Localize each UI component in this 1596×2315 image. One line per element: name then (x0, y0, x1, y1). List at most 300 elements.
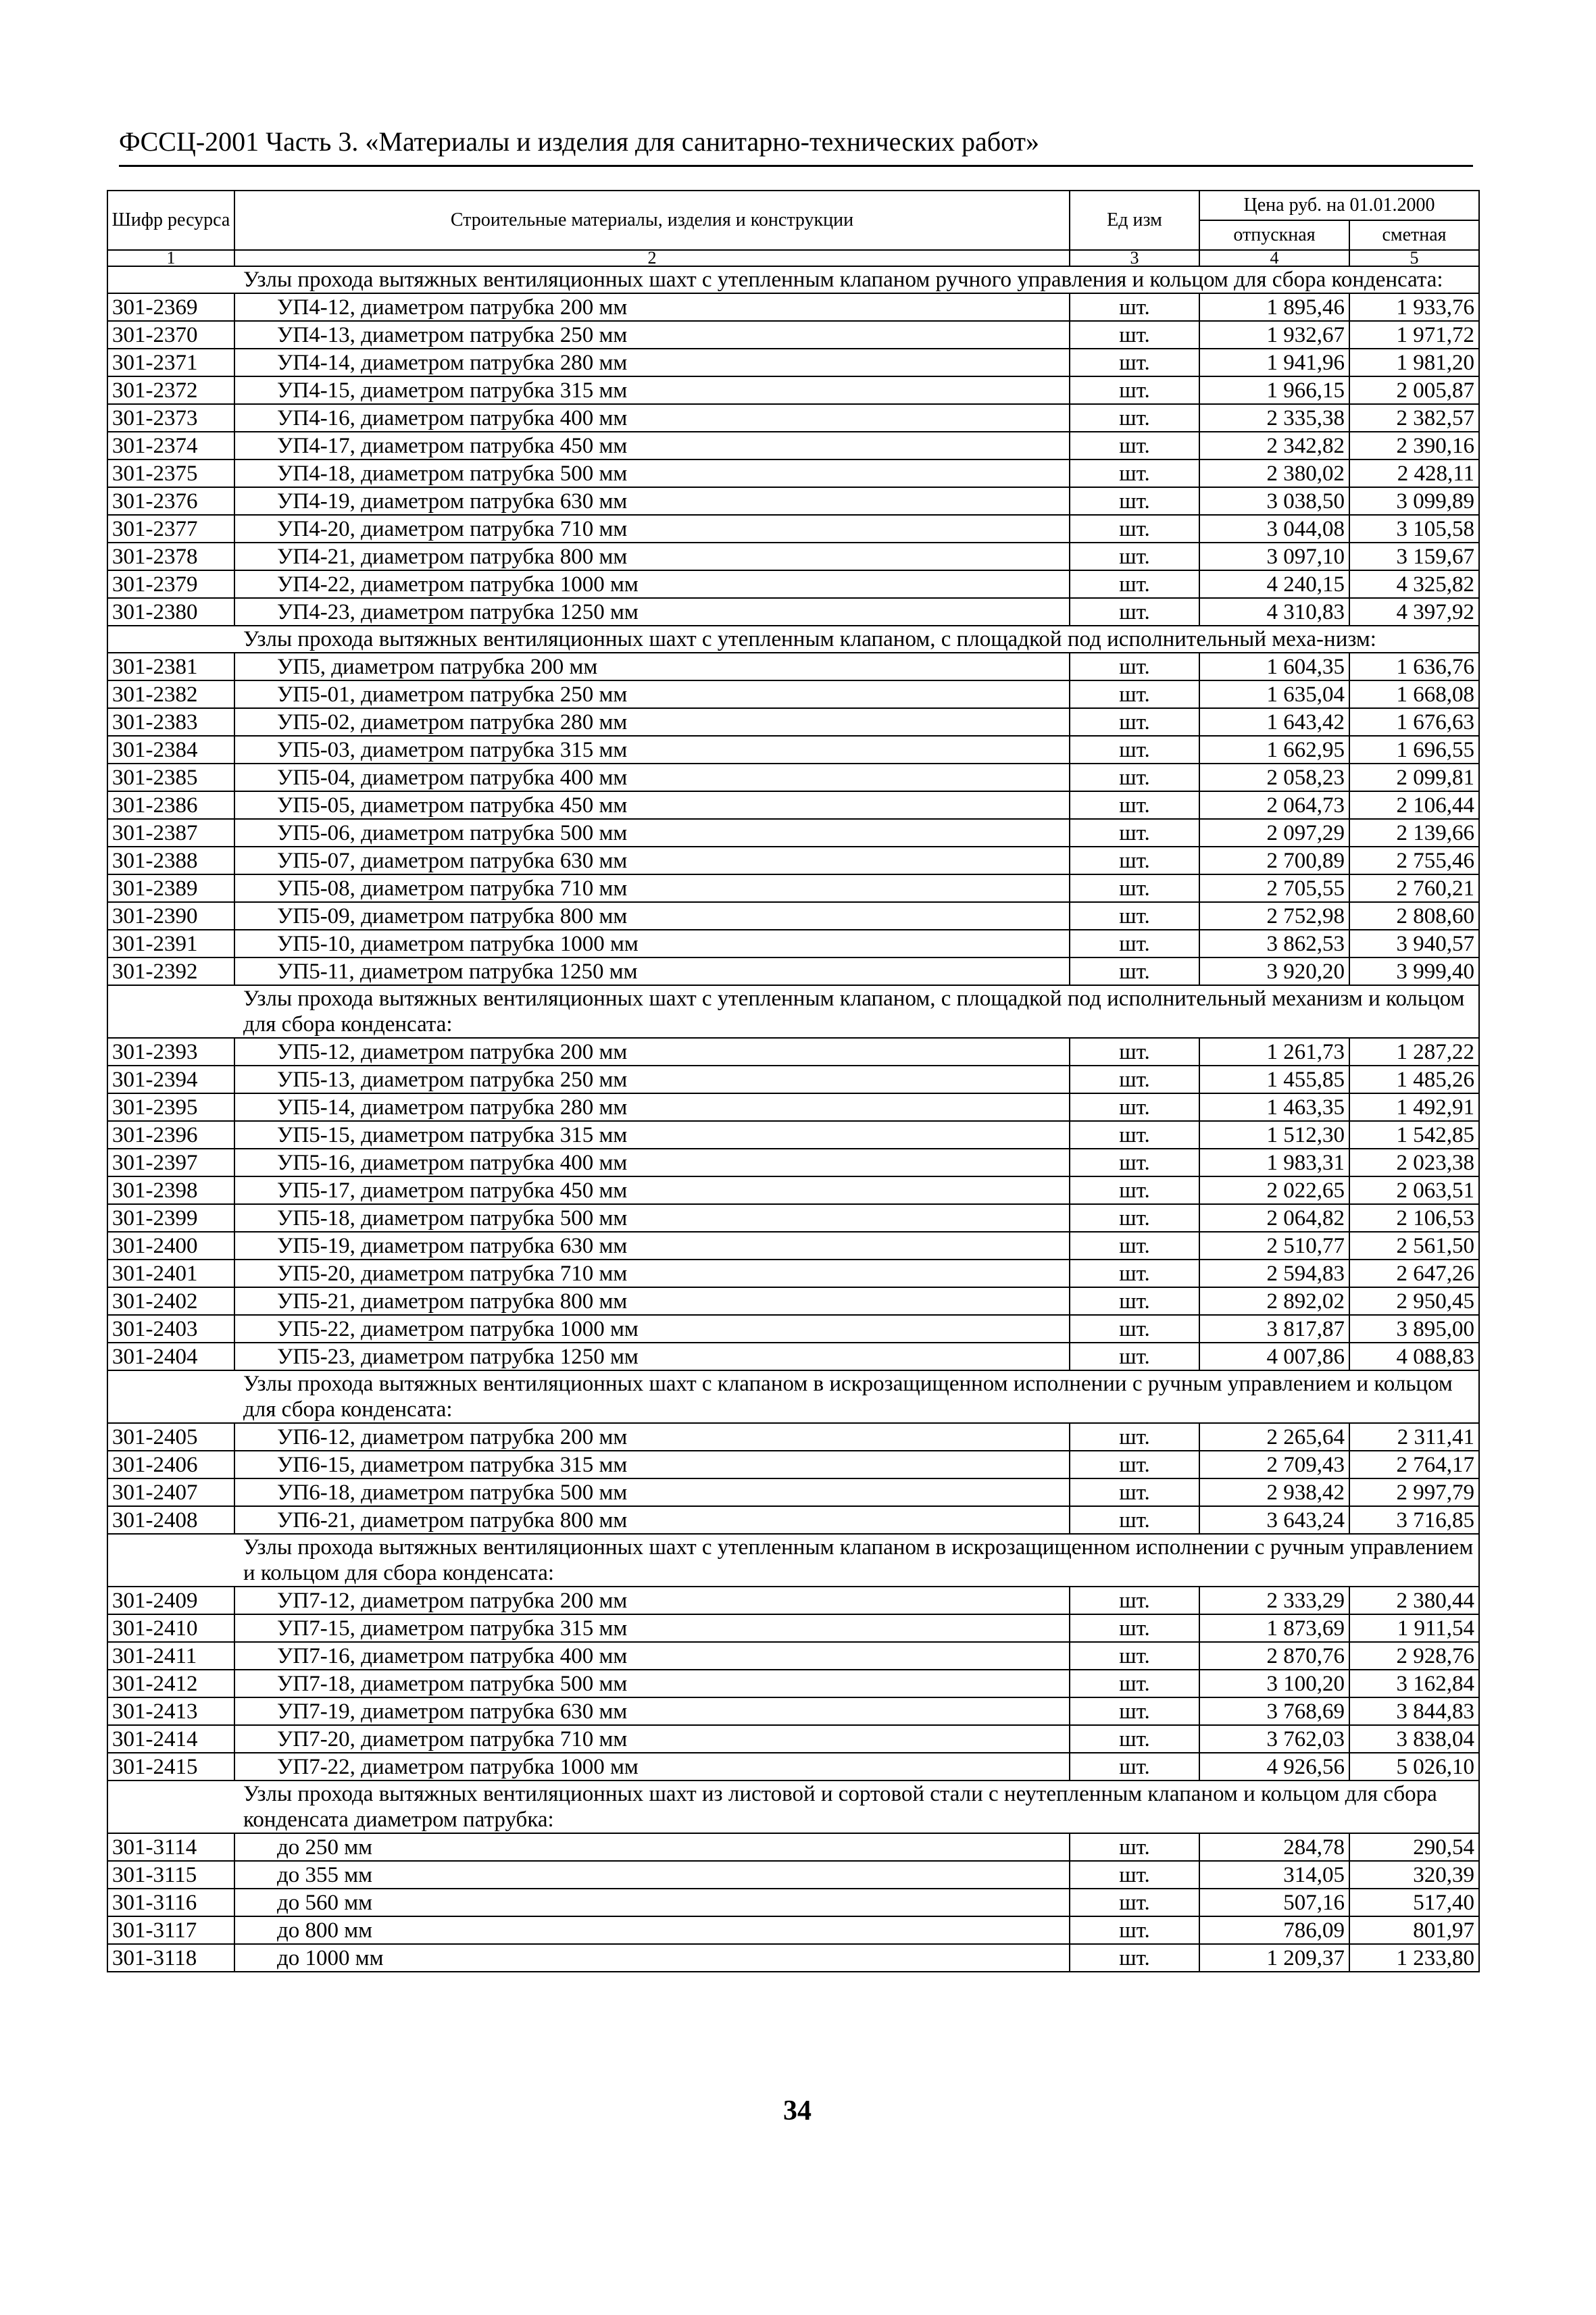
estimate-price: 2 950,45 (1349, 1287, 1479, 1315)
unit: шт. (1070, 708, 1199, 736)
material-name: УП4-16, диаметром патрубка 400 мм (234, 404, 1070, 432)
resource-code: 301-2374 (107, 432, 234, 459)
unit: шт. (1070, 957, 1199, 985)
unit: шт. (1070, 819, 1199, 847)
table-row (107, 653, 1479, 680)
release-price: 2 510,77 (1199, 1232, 1349, 1260)
material-name: УП4-22, диаметром патрубка 1000 мм (234, 570, 1070, 598)
release-price: 2 938,42 (1199, 1478, 1349, 1506)
resource-code: 301-2370 (107, 321, 234, 349)
release-price: 3 038,50 (1199, 487, 1349, 515)
material-name: УП5-08, диаметром патрубка 710 мм (234, 874, 1070, 902)
material-name: УП7-16, диаметром патрубка 400 мм (234, 1642, 1070, 1670)
table-row (107, 680, 1479, 708)
release-price: 1 209,37 (1199, 1944, 1349, 1972)
col-number-4: 4 (1199, 250, 1349, 266)
unit: шт. (1070, 1642, 1199, 1670)
release-price: 1 463,35 (1199, 1093, 1349, 1121)
group-title: Узлы прохода вытяжных вентиляционных шахт с утепленным клапаном ручного управления и кольцом для сбора конденсата: (107, 266, 1479, 293)
resource-code: 301-2410 (107, 1614, 234, 1642)
release-price: 3 768,69 (1199, 1697, 1349, 1725)
estimate-price: 2 311,41 (1349, 1423, 1479, 1451)
estimate-price: 1 492,91 (1349, 1093, 1479, 1121)
table-row (107, 847, 1479, 874)
estimate-price: 1 233,80 (1349, 1944, 1479, 1972)
unit: шт. (1070, 1121, 1199, 1149)
table-row (107, 1066, 1479, 1093)
material-name: УП7-22, диаметром патрубка 1000 мм (234, 1753, 1070, 1781)
release-price: 4 310,83 (1199, 598, 1349, 626)
resource-code: 301-2384 (107, 736, 234, 764)
unit: шт. (1070, 1506, 1199, 1534)
estimate-price: 2 561,50 (1349, 1232, 1479, 1260)
material-name: УП4-21, диаметром патрубка 800 мм (234, 543, 1070, 570)
material-name: УП6-21, диаметром патрубка 800 мм (234, 1506, 1070, 1534)
table-row (107, 764, 1479, 791)
table-row (107, 791, 1479, 819)
release-price: 2 058,23 (1199, 764, 1349, 791)
unit: шт. (1070, 1287, 1199, 1315)
table-body (107, 266, 1479, 1972)
estimate-price: 1 696,55 (1349, 736, 1479, 764)
estimate-price: 2 390,16 (1349, 432, 1479, 459)
release-price: 786,09 (1199, 1916, 1349, 1944)
resource-code: 301-2403 (107, 1315, 234, 1343)
unit: шт. (1070, 459, 1199, 487)
col-code-header: Шифр ресурса (107, 191, 234, 250)
material-name: УП5-10, диаметром патрубка 1000 мм (234, 930, 1070, 957)
unit: шт. (1070, 653, 1199, 680)
material-name: УП4-18, диаметром патрубка 500 мм (234, 459, 1070, 487)
resource-code: 301-2388 (107, 847, 234, 874)
unit: шт. (1070, 1725, 1199, 1753)
resource-code: 301-2408 (107, 1506, 234, 1534)
material-name: УП7-12, диаметром патрубка 200 мм (234, 1587, 1070, 1614)
table-row (107, 1861, 1479, 1889)
group-title: Узлы прохода вытяжных вентиляционных шахт с утепленным клапаном в искрозащищенном исполнении с ручным управлением и кольцом для сбора конденсата: (107, 1534, 1479, 1587)
price-table (107, 190, 1480, 1972)
release-price: 1 941,96 (1199, 349, 1349, 376)
unit: шт. (1070, 1861, 1199, 1889)
table-row (107, 1833, 1479, 1861)
unit: шт. (1070, 321, 1199, 349)
page-number: 34 (783, 2095, 812, 2126)
unit: шт. (1070, 1889, 1199, 1916)
material-name: УП5-16, диаметром патрубка 400 мм (234, 1149, 1070, 1176)
release-price: 1 261,73 (1199, 1038, 1349, 1066)
estimate-price: 2 647,26 (1349, 1260, 1479, 1287)
unit: шт. (1070, 1753, 1199, 1781)
release-price: 507,16 (1199, 1889, 1349, 1916)
release-price: 3 862,53 (1199, 930, 1349, 957)
material-name: УП7-20, диаметром патрубка 710 мм (234, 1725, 1070, 1753)
material-name: УП5-13, диаметром патрубка 250 мм (234, 1066, 1070, 1093)
estimate-price: 2 106,44 (1349, 791, 1479, 819)
estimate-price: 1 933,76 (1349, 293, 1479, 321)
material-name: до 800 мм (234, 1916, 1070, 1944)
group-title: Узлы прохода вытяжных вентиляционных шахт с утепленным клапаном, с площадкой под исполнительный механизм и кольцом для сбора конденсата: (107, 985, 1479, 1038)
estimate-price: 3 895,00 (1349, 1315, 1479, 1343)
col-number-5: 5 (1349, 250, 1479, 266)
estimate-price: 1 287,22 (1349, 1038, 1479, 1066)
material-name: УП4-12, диаметром патрубка 200 мм (234, 293, 1070, 321)
release-price: 4 240,15 (1199, 570, 1349, 598)
release-price: 284,78 (1199, 1833, 1349, 1861)
table-row (107, 1038, 1479, 1066)
unit: шт. (1070, 847, 1199, 874)
table-row (107, 1287, 1479, 1315)
group-heading-row (107, 626, 1479, 653)
table-row (107, 874, 1479, 902)
estimate-price: 2 099,81 (1349, 764, 1479, 791)
table-row (107, 487, 1479, 515)
release-price: 2 097,29 (1199, 819, 1349, 847)
col-estimate-header: сметная (1349, 220, 1479, 250)
table-row (107, 1916, 1479, 1944)
resource-code: 301-2389 (107, 874, 234, 902)
material-name: УП5-04, диаметром патрубка 400 мм (234, 764, 1070, 791)
material-name: УП5-17, диаметром патрубка 450 мм (234, 1176, 1070, 1204)
release-price: 1 635,04 (1199, 680, 1349, 708)
material-name: УП5-20, диаметром патрубка 710 мм (234, 1260, 1070, 1287)
resource-code: 301-2407 (107, 1478, 234, 1506)
estimate-price: 3 844,83 (1349, 1697, 1479, 1725)
table-row (107, 1315, 1479, 1343)
estimate-price: 2 063,51 (1349, 1176, 1479, 1204)
release-price: 4 926,56 (1199, 1753, 1349, 1781)
resource-code: 301-2394 (107, 1066, 234, 1093)
estimate-price: 1 668,08 (1349, 680, 1479, 708)
unit: шт. (1070, 874, 1199, 902)
table-row (107, 1232, 1479, 1260)
material-name: УП5, диаметром патрубка 200 мм (234, 653, 1070, 680)
table-row (107, 1121, 1479, 1149)
resource-code: 301-2405 (107, 1423, 234, 1451)
table-row (107, 1149, 1479, 1176)
resource-code: 301-2377 (107, 515, 234, 543)
estimate-price: 3 159,67 (1349, 543, 1479, 570)
table-row (107, 1093, 1479, 1121)
estimate-price: 1 485,26 (1349, 1066, 1479, 1093)
resource-code: 301-2393 (107, 1038, 234, 1066)
table-row (107, 1670, 1479, 1697)
material-name: до 355 мм (234, 1861, 1070, 1889)
release-price: 1 512,30 (1199, 1121, 1349, 1149)
table-row (107, 515, 1479, 543)
resource-code: 301-2376 (107, 487, 234, 515)
estimate-price: 3 099,89 (1349, 487, 1479, 515)
material-name: УП5-07, диаметром патрубка 630 мм (234, 847, 1070, 874)
col-unit-header: Ед изм (1070, 191, 1199, 250)
release-price: 2 022,65 (1199, 1176, 1349, 1204)
release-price: 314,05 (1199, 1861, 1349, 1889)
material-name: УП5-12, диаметром патрубка 200 мм (234, 1038, 1070, 1066)
unit: шт. (1070, 1614, 1199, 1642)
unit: шт. (1070, 1315, 1199, 1343)
estimate-price: 3 999,40 (1349, 957, 1479, 985)
group-title: Узлы прохода вытяжных вентиляционных шахт с клапаном в искрозащищенном исполнении с ручным управлением и кольцом для сбора конденсата: (107, 1370, 1479, 1423)
group-title: Узлы прохода вытяжных вентиляционных шахт из листовой и сортовой стали с неутепленным клапаном и кольцом для сбора конденсата диаметром патрубка: (107, 1781, 1479, 1833)
material-name: УП5-23, диаметром патрубка 1250 мм (234, 1343, 1070, 1370)
table-row (107, 930, 1479, 957)
estimate-price: 2 382,57 (1349, 404, 1479, 432)
resource-code: 301-2387 (107, 819, 234, 847)
material-name: УП5-09, диаметром патрубка 800 мм (234, 902, 1070, 930)
table-row (107, 598, 1479, 626)
material-name: до 560 мм (234, 1889, 1070, 1916)
unit: шт. (1070, 598, 1199, 626)
resource-code: 301-2375 (107, 459, 234, 487)
estimate-price: 2 808,60 (1349, 902, 1479, 930)
unit: шт. (1070, 1670, 1199, 1697)
release-price: 2 380,02 (1199, 459, 1349, 487)
table-row (107, 1725, 1479, 1753)
resource-code: 301-2390 (107, 902, 234, 930)
material-name: УП5-19, диаметром патрубка 630 мм (234, 1232, 1070, 1260)
estimate-price: 4 088,83 (1349, 1343, 1479, 1370)
estimate-price: 3 716,85 (1349, 1506, 1479, 1534)
release-price: 1 643,42 (1199, 708, 1349, 736)
unit: шт. (1070, 1478, 1199, 1506)
table-row (107, 376, 1479, 404)
resource-code: 301-2400 (107, 1232, 234, 1260)
resource-code: 301-2380 (107, 598, 234, 626)
estimate-price: 5 026,10 (1349, 1753, 1479, 1781)
release-price: 3 044,08 (1199, 515, 1349, 543)
material-name: УП4-20, диаметром патрубка 710 мм (234, 515, 1070, 543)
resource-code: 301-2371 (107, 349, 234, 376)
unit: шт. (1070, 1451, 1199, 1478)
table-row (107, 1343, 1479, 1370)
release-price: 3 920,20 (1199, 957, 1349, 985)
release-price: 1 662,95 (1199, 736, 1349, 764)
release-price: 1 895,46 (1199, 293, 1349, 321)
table-row (107, 570, 1479, 598)
estimate-price: 2 380,44 (1349, 1587, 1479, 1614)
resource-code: 301-2396 (107, 1121, 234, 1149)
resource-code: 301-2395 (107, 1093, 234, 1121)
table-row (107, 432, 1479, 459)
resource-code: 301-2409 (107, 1587, 234, 1614)
table-row (107, 1478, 1479, 1506)
release-price: 4 007,86 (1199, 1343, 1349, 1370)
material-name: УП5-06, диаметром патрубка 500 мм (234, 819, 1070, 847)
material-name: УП5-05, диаметром патрубка 450 мм (234, 791, 1070, 819)
resource-code: 301-3116 (107, 1889, 234, 1916)
estimate-price: 3 940,57 (1349, 930, 1479, 957)
unit: шт. (1070, 1916, 1199, 1944)
unit: шт. (1070, 680, 1199, 708)
release-price: 3 643,24 (1199, 1506, 1349, 1534)
estimate-price: 4 397,92 (1349, 598, 1479, 626)
release-price: 1 966,15 (1199, 376, 1349, 404)
col-release-header: отпускная (1199, 220, 1349, 250)
resource-code: 301-2413 (107, 1697, 234, 1725)
col-number-1: 1 (107, 250, 234, 266)
release-price: 2 265,64 (1199, 1423, 1349, 1451)
material-name: УП5-14, диаметром патрубка 280 мм (234, 1093, 1070, 1121)
resource-code: 301-2411 (107, 1642, 234, 1670)
release-price: 2 870,76 (1199, 1642, 1349, 1670)
material-name: УП4-13, диаметром патрубка 250 мм (234, 321, 1070, 349)
table-row (107, 1204, 1479, 1232)
unit: шт. (1070, 1697, 1199, 1725)
group-heading-row (107, 985, 1479, 1038)
material-name: УП7-15, диаметром патрубка 315 мм (234, 1614, 1070, 1642)
estimate-price: 290,54 (1349, 1833, 1479, 1861)
resource-code: 301-2404 (107, 1343, 234, 1370)
table-row (107, 902, 1479, 930)
estimate-price: 517,40 (1349, 1889, 1479, 1916)
resource-code: 301-3118 (107, 1944, 234, 1972)
material-name: УП7-19, диаметром патрубка 630 мм (234, 1697, 1070, 1725)
table-row (107, 819, 1479, 847)
release-price: 2 594,83 (1199, 1260, 1349, 1287)
estimate-price: 2 106,53 (1349, 1204, 1479, 1232)
table-row (107, 736, 1479, 764)
table-row (107, 1614, 1479, 1642)
resource-code: 301-2379 (107, 570, 234, 598)
release-price: 1 455,85 (1199, 1066, 1349, 1093)
resource-code: 301-2399 (107, 1204, 234, 1232)
resource-code: 301-2373 (107, 404, 234, 432)
material-name: УП5-02, диаметром патрубка 280 мм (234, 708, 1070, 736)
table-row (107, 957, 1479, 985)
estimate-price: 3 838,04 (1349, 1725, 1479, 1753)
estimate-price: 2 764,17 (1349, 1451, 1479, 1478)
estimate-price: 2 997,79 (1349, 1478, 1479, 1506)
release-price: 3 097,10 (1199, 543, 1349, 570)
table-row (107, 1423, 1479, 1451)
estimate-price: 1 971,72 (1349, 321, 1479, 349)
resource-code: 301-2378 (107, 543, 234, 570)
release-price: 1 932,67 (1199, 321, 1349, 349)
table-row (107, 1506, 1479, 1534)
table-row (107, 321, 1479, 349)
unit: шт. (1070, 432, 1199, 459)
estimate-price: 801,97 (1349, 1916, 1479, 1944)
estimate-price: 320,39 (1349, 1861, 1479, 1889)
estimate-price: 1 676,63 (1349, 708, 1479, 736)
col-name-header: Строительные материалы, изделия и конструкции (234, 191, 1070, 250)
unit: шт. (1070, 1176, 1199, 1204)
release-price: 2 752,98 (1199, 902, 1349, 930)
table-row (107, 404, 1479, 432)
release-price: 2 700,89 (1199, 847, 1349, 874)
unit: шт. (1070, 1587, 1199, 1614)
resource-code: 301-3115 (107, 1861, 234, 1889)
release-price: 1 873,69 (1199, 1614, 1349, 1642)
table-row (107, 1451, 1479, 1478)
resource-code: 301-2402 (107, 1287, 234, 1315)
unit: шт. (1070, 404, 1199, 432)
group-heading-row (107, 1534, 1479, 1587)
unit: шт. (1070, 1204, 1199, 1232)
unit: шт. (1070, 515, 1199, 543)
group-heading-row (107, 1781, 1479, 1833)
material-name: УП7-18, диаметром патрубка 500 мм (234, 1670, 1070, 1697)
unit: шт. (1070, 349, 1199, 376)
material-name: до 1000 мм (234, 1944, 1070, 1972)
table-row (107, 293, 1479, 321)
release-price: 2 064,82 (1199, 1204, 1349, 1232)
col-number-2: 2 (234, 250, 1070, 266)
release-price: 2 342,82 (1199, 432, 1349, 459)
unit: шт. (1070, 293, 1199, 321)
material-name: УП4-23, диаметром патрубка 1250 мм (234, 598, 1070, 626)
resource-code: 301-2383 (107, 708, 234, 736)
estimate-price: 4 325,82 (1349, 570, 1479, 598)
resource-code: 301-2391 (107, 930, 234, 957)
material-name: до 250 мм (234, 1833, 1070, 1861)
unit: шт. (1070, 1232, 1199, 1260)
unit: шт. (1070, 764, 1199, 791)
material-name: УП4-14, диаметром патрубка 280 мм (234, 349, 1070, 376)
resource-code: 301-2392 (107, 957, 234, 985)
estimate-price: 1 981,20 (1349, 349, 1479, 376)
header-rule (119, 165, 1473, 167)
resource-code: 301-2412 (107, 1670, 234, 1697)
estimate-price: 2 928,76 (1349, 1642, 1479, 1670)
release-price: 3 762,03 (1199, 1725, 1349, 1753)
unit: шт. (1070, 791, 1199, 819)
table-row (107, 1889, 1479, 1916)
unit: шт. (1070, 736, 1199, 764)
unit: шт. (1070, 1423, 1199, 1451)
resource-code: 301-2406 (107, 1451, 234, 1478)
material-name: УП4-19, диаметром патрубка 630 мм (234, 487, 1070, 515)
table-row (107, 1587, 1479, 1614)
table-row (107, 1642, 1479, 1670)
group-heading-row (107, 266, 1479, 293)
resource-code: 301-2397 (107, 1149, 234, 1176)
resource-code: 301-2398 (107, 1176, 234, 1204)
material-name: УП6-15, диаметром патрубка 315 мм (234, 1451, 1070, 1478)
col-price-header: Цена руб. на 01.01.2000 (1199, 191, 1479, 220)
resource-code: 301-2385 (107, 764, 234, 791)
table-row (107, 708, 1479, 736)
material-name: УП5-03, диаметром патрубка 315 мм (234, 736, 1070, 764)
estimate-price: 1 542,85 (1349, 1121, 1479, 1149)
release-price: 2 709,43 (1199, 1451, 1349, 1478)
table-row (107, 1260, 1479, 1287)
release-price: 3 817,87 (1199, 1315, 1349, 1343)
unit: шт. (1070, 1093, 1199, 1121)
unit: шт. (1070, 376, 1199, 404)
unit: шт. (1070, 1038, 1199, 1066)
material-name: УП4-17, диаметром патрубка 450 мм (234, 432, 1070, 459)
estimate-price: 2 428,11 (1349, 459, 1479, 487)
release-price: 2 064,73 (1199, 791, 1349, 819)
estimate-price: 2 005,87 (1349, 376, 1479, 404)
unit: шт. (1070, 570, 1199, 598)
material-name: УП4-15, диаметром патрубка 315 мм (234, 376, 1070, 404)
resource-code: 301-2381 (107, 653, 234, 680)
resource-code: 301-2369 (107, 293, 234, 321)
release-price: 2 335,38 (1199, 404, 1349, 432)
table-row (107, 1944, 1479, 1972)
release-price: 1 983,31 (1199, 1149, 1349, 1176)
estimate-price: 2 760,21 (1349, 874, 1479, 902)
material-name: УП5-22, диаметром патрубка 1000 мм (234, 1315, 1070, 1343)
resource-code: 301-2372 (107, 376, 234, 404)
unit: шт. (1070, 1833, 1199, 1861)
unit: шт. (1070, 487, 1199, 515)
estimate-price: 3 162,84 (1349, 1670, 1479, 1697)
estimate-price: 2 023,38 (1349, 1149, 1479, 1176)
group-heading-row (107, 1370, 1479, 1423)
unit: шт. (1070, 1944, 1199, 1972)
